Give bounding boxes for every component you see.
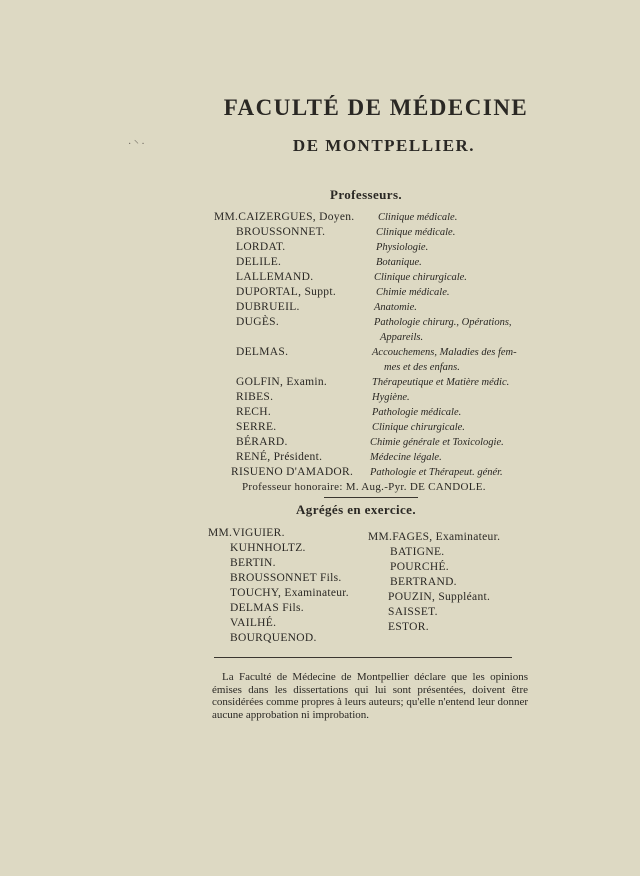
professor-name: RENÉ, Président. [236, 451, 323, 463]
page-title: FACULTÉ DE MÉDECINE [223, 95, 529, 120]
agrege-name: KUHNHOLTZ. [230, 542, 306, 554]
professor-specialty: Pathologie médicale. [372, 407, 462, 418]
divider-rule [214, 657, 512, 658]
professor-name: SERRE. [236, 421, 277, 433]
professor-specialty: Accouchemens, Maladies des fem- [372, 347, 517, 358]
professor-specialty: Hygiène. [372, 392, 410, 403]
professor-specialty: Anatomie. [374, 302, 417, 313]
page-subtitle: DE MONTPELLIER. [292, 136, 476, 155]
agrege-name: POURCHÉ. [390, 561, 449, 573]
professor-name: BROUSSONNET. [236, 226, 326, 238]
divider-rule [324, 497, 418, 498]
agrege-name: POUZIN, Suppléant. [388, 591, 491, 603]
agrege-name: BERTIN. [230, 557, 276, 569]
professor-name: BÉRARD. [236, 436, 288, 448]
agrege-name: DELMAS Fils. [230, 602, 304, 614]
agrege-name: BOURQUENOD. [230, 632, 317, 644]
agrege-name: BATIGNE. [390, 546, 445, 558]
professor-name: GOLFIN, Examin. [236, 376, 328, 388]
page-specks-decoration: · ⸌ · [128, 139, 145, 150]
professor-name: RISUENO D'AMADOR. [231, 466, 354, 478]
honorary-professor: Professeur honoraire: M. Aug.-Pyr. DE CANDOLE. [242, 481, 486, 493]
professor-specialty-cont: Appareils. [380, 332, 424, 343]
professor-specialty: Clinique chirurgicale. [374, 272, 467, 283]
professor-specialty: Clinique médicale. [378, 212, 458, 223]
professor-specialty-cont: mes et des enfans. [384, 362, 460, 373]
professor-name: DELMAS. [236, 346, 289, 358]
professor-specialty: Pathologie chirurg., Opérations, [374, 317, 512, 328]
agrege-name: BERTRAND. [390, 576, 457, 588]
agrege-name: ESTOR. [388, 621, 429, 633]
professor-name: MM.CAIZERGUES, Doyen. [214, 211, 355, 223]
professor-specialty: Clinique médicale. [376, 227, 456, 238]
professeurs-heading: Professeurs. [330, 187, 403, 202]
professor-name: LALLEMAND. [236, 271, 314, 283]
agrege-name: VAILHÉ. [230, 617, 277, 629]
professor-specialty: Chimie générale et Toxicologie. [370, 437, 504, 448]
agrege-name: SAISSET. [388, 606, 438, 618]
professor-specialty: Physiologie. [376, 242, 429, 253]
professor-name: DUPORTAL, Suppt. [236, 286, 336, 298]
agrege-name: MM.FAGES, Examinateur. [368, 531, 501, 543]
professor-name: RECH. [236, 406, 272, 418]
professor-name: LORDAT. [236, 241, 286, 253]
agreges-heading: Agrégés en exercice. [296, 502, 417, 517]
professor-specialty: Médecine légale. [370, 452, 442, 463]
professor-specialty: Chimie médicale. [376, 287, 450, 298]
agrege-name: BROUSSONNET Fils. [230, 572, 342, 584]
professor-name: DUGÈS. [236, 316, 280, 328]
professor-specialty: Clinique chirurgicale. [372, 422, 465, 433]
professor-specialty: Pathologie et Thérapeut. génér. [370, 467, 503, 478]
agrege-name: MM.VIGUIER. [208, 527, 285, 539]
professor-name: RIBES. [236, 391, 274, 403]
professor-specialty: Thérapeutique et Matière médic. [372, 377, 510, 388]
agrege-name: TOUCHY, Examinateur. [230, 587, 349, 599]
professor-name: DELILE. [236, 256, 282, 268]
professor-specialty: Botanique. [376, 257, 422, 268]
faculty-disclaimer: La Faculté de Médecine de Montpellier déclare que les opinions émises dans les dissertations qui lui sont présentées, doivent être considérées comme propres à leurs auteurs; qu'elle n'entend leur donner aucune approbation ni improbation. [212, 671, 528, 721]
professor-name: DUBRUEIL. [236, 301, 300, 313]
